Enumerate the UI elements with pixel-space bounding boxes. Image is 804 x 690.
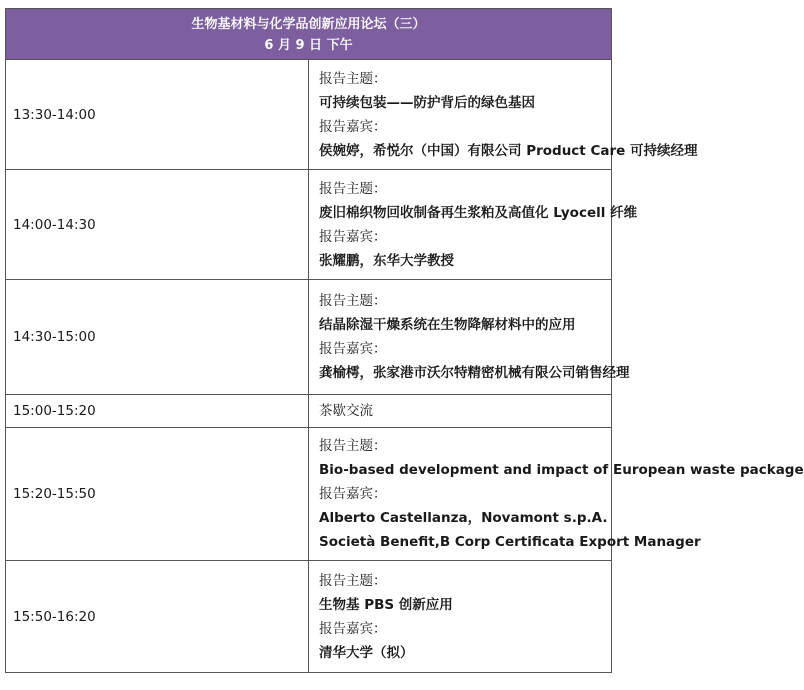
session-content	[309, 170, 638, 280]
agenda-row	[6, 280, 612, 395]
agenda-row	[6, 395, 612, 428]
session-label: 报告嘉宾：	[319, 228, 387, 245]
agenda-row	[6, 428, 612, 561]
session-content	[309, 561, 612, 673]
session-time: 15:00-15:20	[6, 395, 309, 428]
agenda-row	[6, 561, 612, 673]
session-content	[309, 428, 804, 561]
session-content	[309, 60, 698, 170]
agenda-table	[5, 8, 804, 673]
session-label: 报告主题：	[319, 572, 387, 589]
session-detail: 侯婉婷，希悦尔（中国）有限公司 Product Care 可持续经理	[319, 142, 698, 159]
session-time: 15:20-15:50	[6, 428, 309, 561]
session-detail: Alberto Castellanza，Novamont s.p.A.	[319, 510, 608, 526]
header-cell	[6, 9, 612, 60]
forum-title: 生物基材料与化学品创新应用论坛（三）	[191, 17, 426, 32]
header-row	[6, 9, 612, 60]
agenda	[5, 8, 804, 673]
session-detail: 张耀鹏，东华大学教授	[319, 252, 454, 269]
session-label: 报告嘉宾：	[319, 341, 387, 357]
session-detail: 清华大学（拟）	[319, 644, 414, 661]
session-content	[309, 280, 630, 395]
session-label: 报告主题：	[319, 438, 387, 454]
session-label: 报告嘉宾：	[319, 486, 387, 502]
session-detail: 可持续包装——防护背后的绿色基因	[319, 94, 535, 111]
session-label: 报告主题：	[319, 293, 387, 309]
session-time: 13:30-14:00	[6, 60, 309, 170]
session-time: 14:00-14:30	[6, 170, 309, 280]
session-detail: 废旧棉织物回收制备再生浆粕及高值化 Lyocell 纤维	[319, 204, 638, 221]
agenda-body	[6, 60, 804, 673]
session-label: 报告嘉宾：	[319, 620, 387, 637]
session-label: 报告主题：	[319, 70, 387, 87]
agenda-row	[6, 170, 612, 280]
forum-date: 6 月 9 日 下午	[264, 38, 353, 53]
session-content	[309, 395, 612, 428]
session-label: 报告主题：	[319, 180, 387, 197]
session-label: 报告嘉宾：	[319, 118, 387, 135]
session-detail: 结晶除湿干燥系统在生物降解材料中的应用	[319, 317, 576, 333]
session-detail: Bio-based development and impact of European waste package	[319, 462, 804, 478]
session-time: 14:30-15:00	[6, 280, 309, 395]
session-label: 茶歇交流	[319, 403, 373, 419]
session-detail: 龚榆樗，张家港市沃尔特精密机械有限公司销售经理	[319, 365, 630, 381]
session-detail: 生物基 PBS 创新应用	[319, 596, 453, 613]
session-time: 15:50-16:20	[6, 561, 309, 673]
agenda-row	[6, 60, 612, 170]
session-detail: Società Benefit,B Corp Certificata Export Manager	[319, 534, 701, 550]
